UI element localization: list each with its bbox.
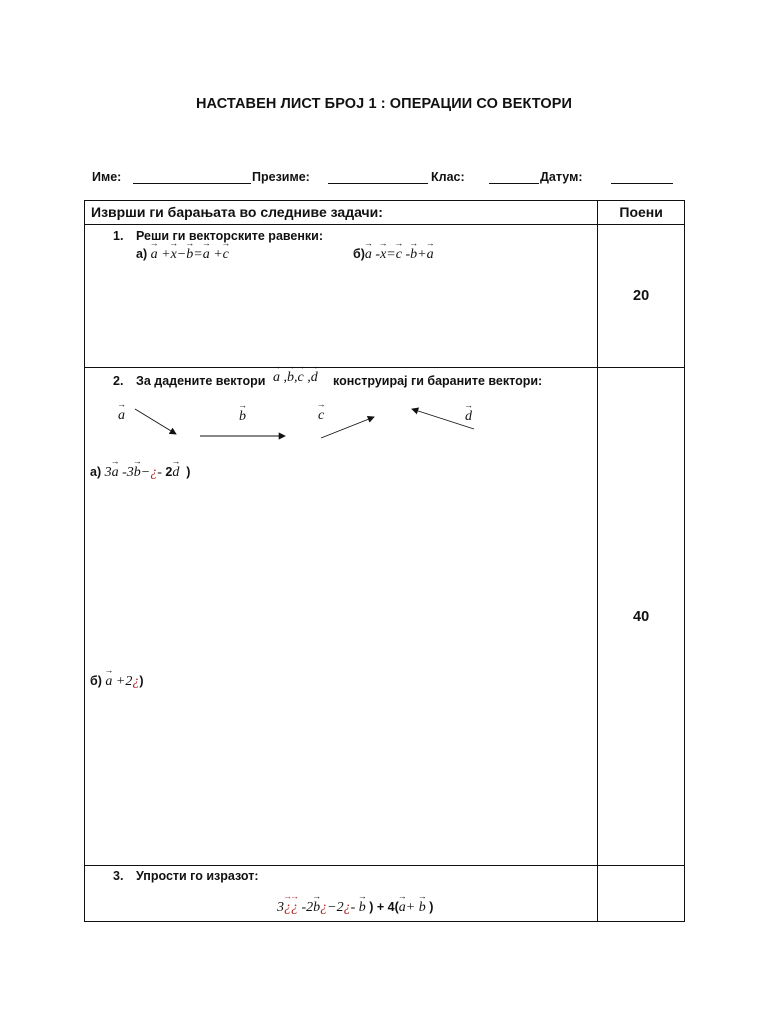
equation-a-math: → a +→ x−→ b=→ a +→ c: [151, 247, 229, 262]
task-2-part-a-label: а): [90, 465, 102, 479]
header-points: Поени: [598, 201, 685, 225]
name-blank[interactable]: [133, 183, 251, 184]
tasks-table: [84, 200, 685, 922]
task-2-vector-list: → a ,→ b,→ c ,→ d: [273, 370, 318, 386]
task-2-points: 40: [598, 368, 685, 866]
vector-a-arrow: [135, 409, 176, 434]
task-1-cell: [85, 225, 598, 368]
task-2-part-a-expression: 3→ a -3→ b−¿-: [105, 465, 166, 480]
task-1-equation-a: [136, 247, 229, 263]
task-1-row: [85, 225, 685, 368]
task-1-equation-b: [353, 247, 434, 263]
vector-d-label: → d: [465, 409, 472, 425]
date-blank[interactable]: [611, 183, 673, 184]
task-2-text-before: За дадените вектори: [136, 374, 266, 388]
class-blank[interactable]: [489, 183, 539, 184]
task-1-points: 20: [598, 225, 685, 368]
student-info-row: [0, 170, 768, 190]
task-3-cell: [85, 866, 598, 922]
surname-blank[interactable]: [328, 183, 428, 184]
task-2-cell: [85, 368, 598, 866]
vector-b-label: → b: [239, 409, 246, 425]
task-2-part-b-expression: → a +2¿: [105, 674, 139, 689]
task-3-points: [598, 866, 685, 922]
vector-c-arrow: [321, 417, 374, 438]
task-1-text: Реши ги векторските равенки:: [136, 229, 324, 243]
task-2-part-b-label: б): [90, 674, 102, 688]
page-title: НАСТАВЕН ЛИСТ БРОЈ 1 : ОПЕРАЦИИ СО ВЕКТОРИ: [195, 96, 573, 112]
header-tasks: Изврши ги барањата во следниве задачи:: [85, 201, 598, 225]
task-1-part-b-label: б): [353, 247, 365, 261]
given-vectors-drawing: [85, 368, 594, 468]
table-header-row: [85, 201, 685, 225]
task-3-text: Упрости го изразот:: [136, 869, 259, 883]
date-label: Датум:: [540, 170, 583, 184]
class-label: Клас:: [431, 170, 465, 184]
equation-b-math: → a -→ x=→ c -→ b+→ a: [365, 247, 434, 262]
vector-c-label: → c: [318, 408, 324, 424]
name-label: Име:: [92, 170, 122, 184]
task-2-number: 2.: [113, 374, 124, 388]
task-1-part-a-label: а): [136, 247, 148, 261]
task-3-expression: 3→ ¿→ ¿ -2→ b¿−2¿- → b ) + 4(→ a+ → b ): [277, 900, 433, 916]
task-2-row: [85, 368, 685, 866]
task-2-text-after: конструирај ги бараните вектори:: [333, 374, 543, 388]
surname-label: Презиме:: [252, 170, 310, 184]
task-2-part-b: б) → a +2¿): [90, 674, 144, 690]
vector-a-label: → a: [118, 408, 125, 424]
task-3-number: 3.: [113, 869, 124, 883]
task-2-part-a: а) 3→ a -3→ b−¿- 2→ d ): [90, 465, 190, 481]
task-3-row: [85, 866, 685, 922]
task-1-number: 1.: [113, 229, 124, 243]
